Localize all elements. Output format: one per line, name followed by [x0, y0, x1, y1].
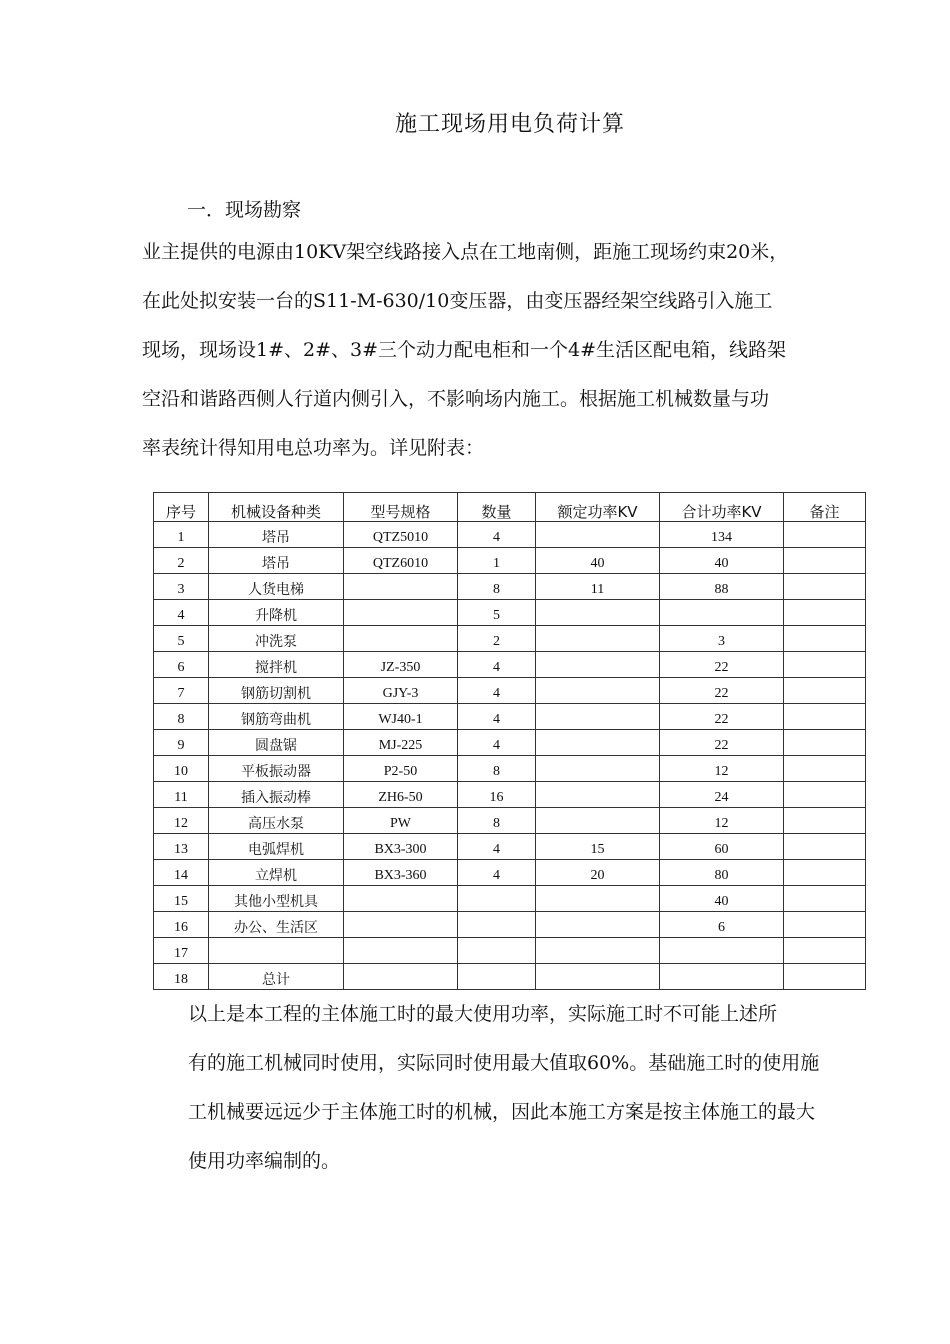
- cell-index: 15: [154, 886, 209, 912]
- cell-remarks: [784, 886, 866, 912]
- cell-quantity: 4: [458, 860, 536, 886]
- cell-equipment-type: 塔吊: [209, 548, 344, 574]
- cell-quantity: 4: [458, 730, 536, 756]
- cell-total-power: 22: [660, 652, 784, 678]
- cell-model: WJ40-1: [344, 704, 458, 730]
- cell-quantity: 4: [458, 704, 536, 730]
- cell-rated-power: [536, 782, 660, 808]
- cell-quantity: [458, 912, 536, 938]
- cell-model: JZ-350: [344, 652, 458, 678]
- cell-model: BX3-300: [344, 834, 458, 860]
- table-row: [154, 834, 866, 860]
- cell-remarks: [784, 782, 866, 808]
- cell-model: [344, 938, 458, 964]
- table-row: [154, 808, 866, 834]
- intro-paragraph: [142, 228, 887, 473]
- cell-index: 11: [154, 782, 209, 808]
- cell-model: [344, 912, 458, 938]
- cell-quantity: 5: [458, 600, 536, 626]
- header-quantity: 数量: [458, 493, 536, 522]
- cell-equipment-type: 插入振动棒: [209, 782, 344, 808]
- cell-total-power: 22: [660, 730, 784, 756]
- cell-remarks: [784, 964, 866, 990]
- cell-index: 16: [154, 912, 209, 938]
- cell-total-power: 80: [660, 860, 784, 886]
- cell-index: 10: [154, 756, 209, 782]
- cell-total-power: [660, 964, 784, 990]
- cell-index: 2: [154, 548, 209, 574]
- cell-index: 17: [154, 938, 209, 964]
- cell-equipment-type: 办公、生活区: [209, 912, 344, 938]
- cell-total-power: 60: [660, 834, 784, 860]
- cell-total-power: 134: [660, 522, 784, 548]
- cell-equipment-type: 搅拌机: [209, 652, 344, 678]
- cell-total-power: [660, 938, 784, 964]
- cell-remarks: [784, 834, 866, 860]
- cell-remarks: [784, 652, 866, 678]
- section-heading-site-survey: 一．现场勘察: [187, 199, 302, 221]
- cell-total-power: 22: [660, 678, 784, 704]
- cell-total-power: 12: [660, 756, 784, 782]
- cell-model: [344, 626, 458, 652]
- cell-total-power: 3: [660, 626, 784, 652]
- intro-line: 业主提供的电源由10KV架空线路接入点在工地南侧，距施工现场约束20米，: [142, 241, 789, 263]
- cell-remarks: [784, 600, 866, 626]
- cell-rated-power: [536, 756, 660, 782]
- cell-total-power: 22: [660, 704, 784, 730]
- header-total-power: 合计功率KV: [660, 493, 784, 522]
- cell-model: [344, 574, 458, 600]
- cell-rated-power: [536, 704, 660, 730]
- table-row: [154, 600, 866, 626]
- cell-model: [344, 886, 458, 912]
- intro-line: 率表统计得知用电总功率为。详见附表：: [142, 437, 485, 459]
- cell-equipment-type: 其他小型机具: [209, 886, 344, 912]
- cell-equipment-type: 高压水泵: [209, 808, 344, 834]
- cell-quantity: 1: [458, 548, 536, 574]
- cell-equipment-type: 冲洗泵: [209, 626, 344, 652]
- table-row: [154, 938, 866, 964]
- cell-index: 3: [154, 574, 209, 600]
- table-body: [154, 522, 866, 990]
- cell-rated-power: [536, 886, 660, 912]
- cell-total-power: [660, 600, 784, 626]
- header-index: 序号: [154, 493, 209, 522]
- cell-rated-power: [536, 938, 660, 964]
- cell-quantity: 16: [458, 782, 536, 808]
- cell-rated-power: [536, 808, 660, 834]
- table-header-row: [154, 493, 866, 522]
- closing-line: 工机械要远远少于主体施工时的机械，因此本施工方案是按主体施工的最大: [188, 1101, 816, 1123]
- cell-equipment-type: 总计: [209, 964, 344, 990]
- cell-rated-power: 11: [536, 574, 660, 600]
- cell-model: BX3-360: [344, 860, 458, 886]
- cell-remarks: [784, 756, 866, 782]
- cell-equipment-type: 人货电梯: [209, 574, 344, 600]
- cell-total-power: 88: [660, 574, 784, 600]
- cell-total-power: 12: [660, 808, 784, 834]
- cell-remarks: [784, 808, 866, 834]
- cell-index: 8: [154, 704, 209, 730]
- cell-model: [344, 600, 458, 626]
- cell-equipment-type: 塔吊: [209, 522, 344, 548]
- cell-rated-power: [536, 964, 660, 990]
- cell-equipment-type: 钢筋切割机: [209, 678, 344, 704]
- cell-index: 1: [154, 522, 209, 548]
- cell-model: GJY-3: [344, 678, 458, 704]
- table-row: [154, 730, 866, 756]
- cell-rated-power: [536, 678, 660, 704]
- cell-quantity: [458, 886, 536, 912]
- cell-rated-power: [536, 652, 660, 678]
- cell-total-power: 40: [660, 886, 784, 912]
- closing-line: 使用功率编制的。: [188, 1150, 341, 1172]
- closing-line: 以上是本工程的主体施工时的最大使用功率，实际施工时不可能上述所: [188, 1003, 778, 1025]
- document-title: 施工现场用电负荷计算: [394, 112, 625, 137]
- cell-index: 18: [154, 964, 209, 990]
- closing-paragraph: [142, 990, 887, 1186]
- cell-index: 13: [154, 834, 209, 860]
- cell-total-power: 40: [660, 548, 784, 574]
- cell-rated-power: [536, 626, 660, 652]
- cell-rated-power: [536, 522, 660, 548]
- cell-quantity: 4: [458, 522, 536, 548]
- table-row: [154, 548, 866, 574]
- table-row: [154, 522, 866, 548]
- header-equipment-type: 机械设备种类: [209, 493, 344, 522]
- cell-rated-power: 20: [536, 860, 660, 886]
- cell-remarks: [784, 574, 866, 600]
- cell-remarks: [784, 548, 866, 574]
- cell-equipment-type: 电弧焊机: [209, 834, 344, 860]
- header-rated-power: 额定功率KV: [536, 493, 660, 522]
- intro-line: 现场，现场设1#、2#、3#三个动力配电柜和一个4#生活区配电箱，线路架: [142, 339, 787, 361]
- cell-quantity: 4: [458, 678, 536, 704]
- cell-model: P2-50: [344, 756, 458, 782]
- cell-total-power: 24: [660, 782, 784, 808]
- cell-index: 4: [154, 600, 209, 626]
- header-model: 型号规格: [344, 493, 458, 522]
- cell-model: QTZ5010: [344, 522, 458, 548]
- table-row: [154, 652, 866, 678]
- cell-quantity: [458, 938, 536, 964]
- cell-rated-power: [536, 600, 660, 626]
- cell-index: 7: [154, 678, 209, 704]
- equipment-power-table: [153, 492, 866, 990]
- intro-line: 空沿和谐路西侧人行道内侧引入，不影响场内施工。根据施工机械数量与功: [142, 388, 770, 410]
- table-row: [154, 886, 866, 912]
- cell-equipment-type: 钢筋弯曲机: [209, 704, 344, 730]
- table-row: [154, 964, 866, 990]
- cell-quantity: 2: [458, 626, 536, 652]
- cell-model: ZH6-50: [344, 782, 458, 808]
- cell-equipment-type: 升降机: [209, 600, 344, 626]
- cell-remarks: [784, 730, 866, 756]
- cell-quantity: 8: [458, 756, 536, 782]
- cell-rated-power: [536, 912, 660, 938]
- cell-remarks: [784, 522, 866, 548]
- cell-model: QTZ6010: [344, 548, 458, 574]
- cell-remarks: [784, 626, 866, 652]
- intro-line: 在此处拟安装一台的S11-M-630/10变压器，由变压器经架空线路引入施工: [142, 290, 773, 312]
- cell-remarks: [784, 704, 866, 730]
- cell-quantity: 8: [458, 574, 536, 600]
- cell-model: PW: [344, 808, 458, 834]
- cell-index: 14: [154, 860, 209, 886]
- table-row: [154, 782, 866, 808]
- table-row: [154, 626, 866, 652]
- cell-equipment-type: 平板振动器: [209, 756, 344, 782]
- table-row: [154, 704, 866, 730]
- table-row: [154, 574, 866, 600]
- cell-equipment-type: 立焊机: [209, 860, 344, 886]
- table-row: [154, 912, 866, 938]
- cell-index: 5: [154, 626, 209, 652]
- closing-line: 有的施工机械同时使用，实际同时使用最大值取60%。基础施工时的使用施: [188, 1052, 820, 1074]
- cell-remarks: [784, 678, 866, 704]
- table-row: [154, 756, 866, 782]
- cell-rated-power: 15: [536, 834, 660, 860]
- cell-quantity: 4: [458, 652, 536, 678]
- header-remarks: 备注: [784, 493, 866, 522]
- cell-remarks: [784, 938, 866, 964]
- cell-model: MJ-225: [344, 730, 458, 756]
- cell-quantity: 8: [458, 808, 536, 834]
- cell-remarks: [784, 912, 866, 938]
- cell-remarks: [784, 860, 866, 886]
- cell-equipment-type: 圆盘锯: [209, 730, 344, 756]
- cell-rated-power: 40: [536, 548, 660, 574]
- cell-equipment-type: [209, 938, 344, 964]
- cell-rated-power: [536, 730, 660, 756]
- cell-index: 9: [154, 730, 209, 756]
- cell-index: 12: [154, 808, 209, 834]
- cell-index: 6: [154, 652, 209, 678]
- table-row: [154, 860, 866, 886]
- cell-model: [344, 964, 458, 990]
- cell-total-power: 6: [660, 912, 784, 938]
- cell-quantity: [458, 964, 536, 990]
- table-row: [154, 678, 866, 704]
- cell-quantity: 4: [458, 834, 536, 860]
